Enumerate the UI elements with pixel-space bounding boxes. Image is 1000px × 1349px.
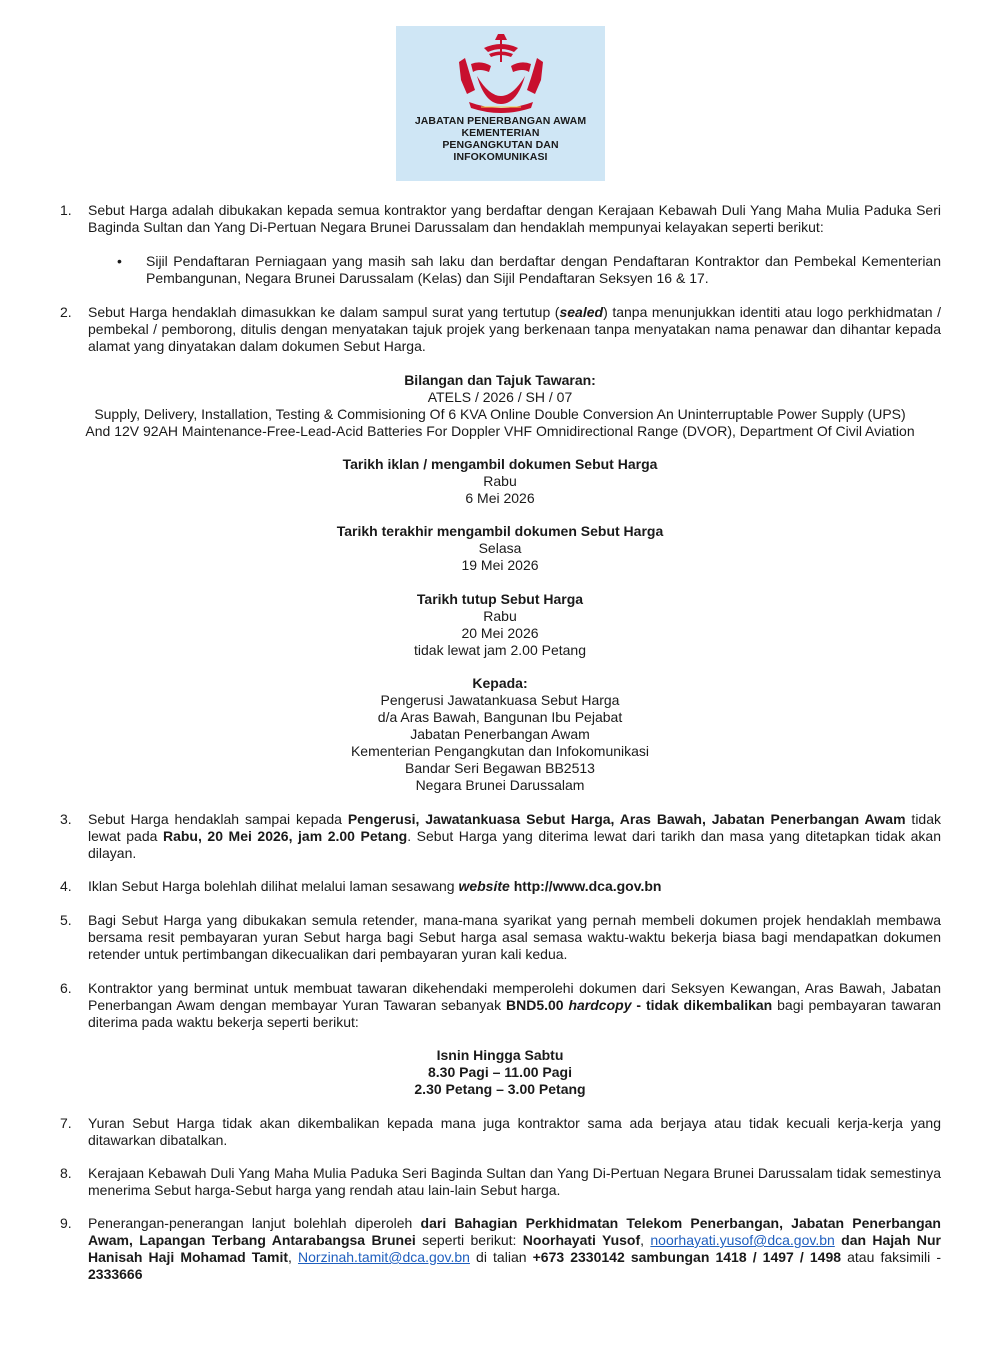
- tender-reference: ATELS / 2026 / SH / 07: [427, 389, 573, 405]
- closing-time: tidak lewat jam 2.00 Petang: [414, 642, 586, 658]
- closing-day: Rabu: [483, 608, 517, 624]
- office-hours-heading: Isnin Hingga Sabtu: [436, 1047, 564, 1063]
- recipient-address: [40, 675, 960, 794]
- clause-number: 5.: [60, 912, 72, 928]
- address-line: Negara Brunei Darussalam: [415, 777, 585, 793]
- text-run-bold: - tidak dikembalikan: [631, 997, 773, 1013]
- text-run: bagi pembayaran tawaran diterima pada waktu bekerja seperti berikut:: [88, 997, 942, 1030]
- office-hours: [40, 1047, 960, 1098]
- text-run: Penerangan-penerangan lanjut bolehlah diperoleh: [88, 1215, 421, 1231]
- contact-email-link[interactable]: noorhayati.yusof@dca.gov.bn: [650, 1232, 835, 1248]
- text-run: Kontraktor yang berminat untuk membuat tawaran dikehendaki memperolehi dokumen dari Seksyen Kewangan, Aras Bawah, Jabatan Penerbangan Awam dengan membayar Yuran Tawaran sebanyak: [88, 980, 941, 1013]
- clause-text: [88, 304, 941, 355]
- text-run-emphasis: hardcopy: [563, 997, 632, 1013]
- clause-number: 4.: [60, 878, 72, 894]
- text-run: Iklan Sebut Harga bolehlah dilihat melalui laman sesawang: [88, 878, 459, 894]
- last-pickup-date-value: 19 Mei 2026: [461, 557, 539, 573]
- last-pickup-date: [40, 523, 960, 574]
- contact-phone: +673 2330142 sambungan 1418 / 1497 / 1498: [532, 1249, 842, 1265]
- clause-number: 1.: [60, 202, 72, 218]
- clause-text: [88, 811, 941, 862]
- text-run: . Sebut Harga yang diterima lewat dari tarikh dan masa yang ditetapkan tidak akan dilayan.: [88, 828, 941, 861]
- text-run: tidak lewat pada: [88, 811, 942, 844]
- clause-number: 6.: [60, 980, 72, 996]
- brunei-crest-icon: [451, 32, 551, 114]
- contact-fax: 2333666: [88, 1266, 143, 1282]
- logo-caption: [396, 115, 605, 163]
- clause-number: 2.: [60, 304, 72, 320]
- address-line: Bandar Seri Begawan BB2513: [405, 760, 595, 776]
- text-run-bold: dari Bahagian Perkhidmatan Telekom Penerbangan, Jabatan Penerbangan Awam, Lapangan Terbang Antarabangsa Brunei: [88, 1215, 941, 1248]
- advert-date: [40, 456, 960, 507]
- clause-text: [88, 878, 941, 895]
- advert-heading: Tarikh iklan / mengambil dokumen Sebut Harga: [342, 456, 658, 472]
- department-logo: [396, 26, 605, 181]
- clause-text: [88, 980, 941, 1031]
- text-run: ,: [640, 1232, 651, 1248]
- text-run-emphasis: sealed: [559, 304, 604, 320]
- closing-date: [40, 591, 960, 659]
- text-run: ) tanpa menunjukkan identiti atau logo perkhidmatan / pembekal / pemborong, ditulis dengan menyatakan tajuk projek yang berkenaan tanpa menyatakan nama penawar dan dihantar kepada alamat yang dinyatakan dalam dokumen Sebut Harga.: [88, 304, 941, 354]
- address-line: Jabatan Penerbangan Awam: [410, 726, 590, 742]
- logo-line: JABATAN PENERBANGAN AWAM: [414, 115, 587, 127]
- last-pickup-heading: Tarikh terakhir mengambil dokumen Sebut Harga: [336, 523, 664, 539]
- bullet-text: Sijil Pendaftaran Perniagaan yang masih sah laku dan berdaftar dengan Pendaftaran Kontraktor dan Pembekal Kementerian Pembangunan, Negara Brunei Darussalam (Kelas) dan Sijil Pendaftaran Seksyen 16 & 17.: [146, 253, 941, 286]
- last-pickup-day: Selasa: [478, 540, 522, 556]
- fee-amount: BND5.00: [505, 997, 564, 1013]
- clause-text: [88, 1215, 941, 1283]
- clause-number: 3.: [60, 811, 72, 827]
- text-run-bold: Rabu, 20 Mei 2026, jam 2.00 Petang: [162, 828, 408, 844]
- clause-text: Yuran Sebut Harga tidak akan dikembalikan kepada mana juga kontraktor sama ada berjaya atau tidak kecuali kerja-kerja yang ditawarkan dibatalkan.: [88, 1115, 941, 1148]
- tender-info: [40, 372, 960, 440]
- tender-title-line: And 12V 92AH Maintenance-Free-Lead-Acid Batteries For Doppler VHF Omnidirectional Range (DVOR), Department Of Civil Aviation: [85, 423, 915, 439]
- clause-text: Kerajaan Kebawah Duli Yang Maha Mulia Paduka Seri Baginda Sultan dan Yang Di-Pertuan Negara Brunei Darussalam tidak semestinya menerima Sebut harga-Sebut harga yang rendah atau lain-lain Sebut harga.: [88, 1165, 941, 1198]
- contact-email-link[interactable]: Norzinah.tamit@dca.gov.bn: [298, 1249, 470, 1265]
- logo-line: INFOKOMUNIKASI: [453, 151, 548, 163]
- office-hours-afternoon: 2.30 Petang – 3.00 Petang: [414, 1081, 586, 1097]
- tender-heading: Bilangan dan Tajuk Tawaran:: [404, 372, 596, 388]
- text-run: ,: [288, 1249, 299, 1265]
- address-line: Kementerian Pengangkutan dan Infokomunikasi: [350, 743, 650, 759]
- text-run: Sebut Harga hendaklah sampai kepada: [88, 811, 348, 827]
- tender-title-line: Supply, Delivery, Installation, Testing & Commisioning Of 6 KVA Online Double Conversion An Uninterruptable Power Supply (UPS): [94, 406, 906, 422]
- clause-text: Sebut Harga adalah dibukakan kepada semua kontraktor yang berdaftar dengan Kerajaan Kebawah Duli Yang Maha Mulia Paduka Seri Baginda Sultan dan Yang Di-Pertuan Negara Brunei Darussalam dan hendaklah mempunyai kelayakan seperti berikut:: [88, 202, 941, 235]
- logo-line: PENGANGKUTAN DAN: [442, 139, 559, 151]
- text-run: Sebut Harga hendaklah dimasukkan ke dalam sampul surat yang tertutup (: [88, 304, 560, 320]
- closing-date-value: 20 Mei 2026: [461, 625, 539, 641]
- bullet-icon: •: [117, 253, 122, 269]
- recipient-heading: Kepada:: [472, 675, 528, 691]
- advert-date-value: 6 Mei 2026: [465, 490, 535, 506]
- text-run: di talian: [469, 1249, 533, 1265]
- website-url[interactable]: http://www.dca.gov.bn: [509, 878, 662, 894]
- clause-number: 7.: [60, 1115, 72, 1131]
- advert-day: Rabu: [483, 473, 517, 489]
- clause-number: 9.: [60, 1215, 72, 1231]
- address-line: Pengerusi Jawatankuasa Sebut Harga: [380, 692, 620, 708]
- text-run: atau faksimili -: [841, 1249, 942, 1265]
- closing-heading: Tarikh tutup Sebut Harga: [416, 591, 584, 607]
- logo-line: KEMENTERIAN: [461, 127, 540, 139]
- text-run-bold: Pengerusi, Jawatankuasa Sebut Harga, Aras Bawah, Jabatan Penerbangan Awam: [347, 811, 906, 827]
- contact-name: dan Hajah Nur Hanisah Haji Mohamad Tamit: [88, 1232, 941, 1265]
- clause-number: 8.: [60, 1165, 72, 1181]
- contact-name: Noorhayati Yusof: [522, 1232, 641, 1248]
- office-hours-morning: 8.30 Pagi – 11.00 Pagi: [428, 1064, 572, 1080]
- text-run-emphasis: website: [458, 878, 510, 894]
- address-line: d/a Aras Bawah, Bangunan Ibu Pejabat: [377, 709, 623, 725]
- clause-text: Bagi Sebut Harga yang dibukakan semula retender, mana-mana syarikat yang pernah membeli dokumen projek hendaklah membawa bersama resit pembayaran yuran Sebut harga bagi Sebut harga asal semasa waktu-waktu bekerja biasa bagi mendapatkan dokumen retender untuk pertimbangan dikecualikan dari pembayaran yuran kali kedua.: [88, 912, 941, 962]
- text-run: seperti berikut:: [415, 1232, 523, 1248]
